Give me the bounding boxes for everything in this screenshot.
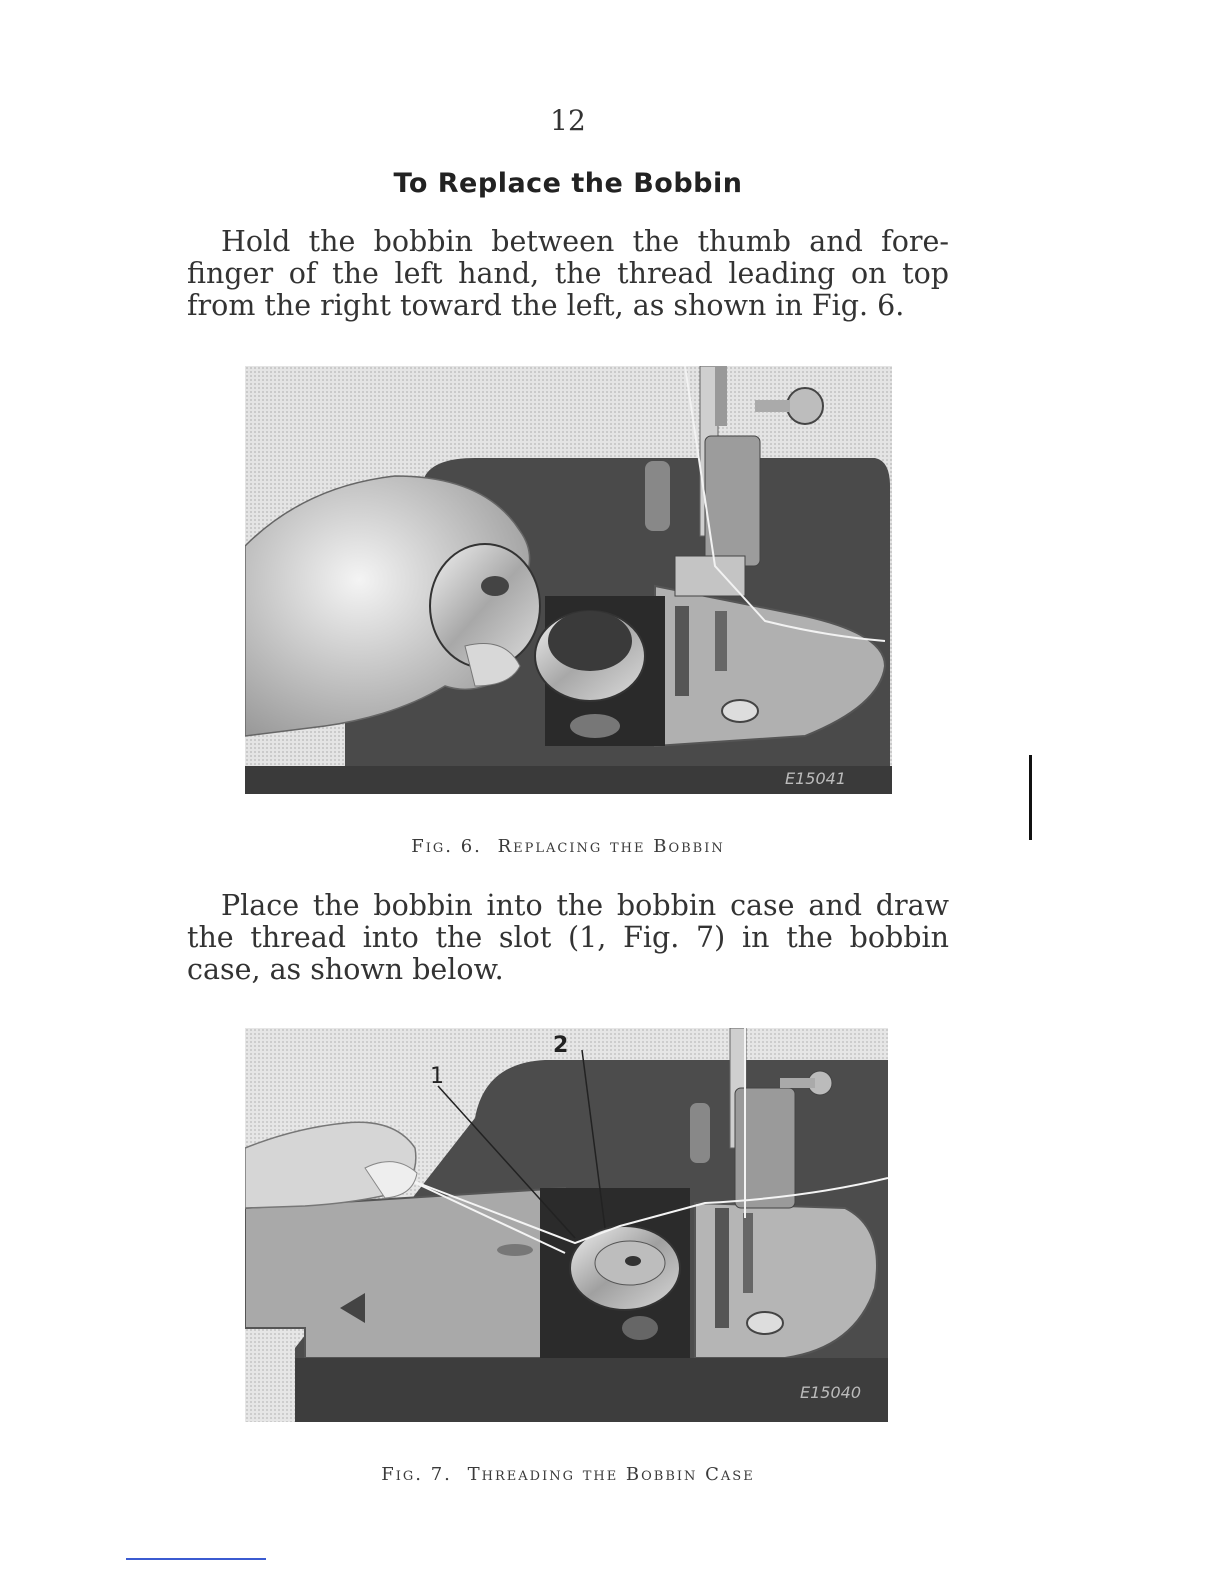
margin-change-bar — [1029, 755, 1032, 840]
figure-6-caption — [0, 836, 1136, 857]
figure-6-illustration — [245, 366, 892, 794]
figure-7-caption — [0, 1464, 1136, 1485]
callout-label-2: 2 — [553, 1033, 569, 1058]
callout-label-1: 1 — [430, 1064, 444, 1089]
figure-6-caption-text: Replacing the Bobbin — [497, 836, 725, 857]
figure-7-code: E15040 — [800, 1383, 862, 1402]
paragraph-line: case, as shown below. — [187, 953, 504, 986]
figure-7-caption-text: Threading the Bobbin Case — [467, 1464, 755, 1485]
paragraph-line: Hold the bobbin between the thumb and fore- — [221, 225, 949, 258]
page-number: 12 — [550, 104, 586, 137]
paragraph-line: Place the bobbin into the bobbin case and draw — [221, 889, 949, 922]
paragraph-hold-bobbin — [187, 226, 949, 322]
figure-6-code: E15041 — [785, 769, 847, 788]
figure-7-caption-prefix: Fig. 7. — [381, 1464, 452, 1485]
figure-6-caption-prefix: Fig. 6. — [411, 836, 482, 857]
paragraph-line: from the right toward the left, as shown in Fig. 6. — [187, 289, 905, 322]
section-heading: To Replace the Bobbin — [393, 168, 743, 199]
figure-7-illustration — [245, 1028, 888, 1422]
paragraph-place-bobbin — [187, 890, 949, 986]
paragraph-line: the thread into the slot (1, Fig. 7) in the bobbin — [187, 921, 949, 954]
paragraph-line: finger of the left hand, the thread leading on top — [187, 257, 949, 290]
footnote-rule — [126, 1558, 266, 1560]
